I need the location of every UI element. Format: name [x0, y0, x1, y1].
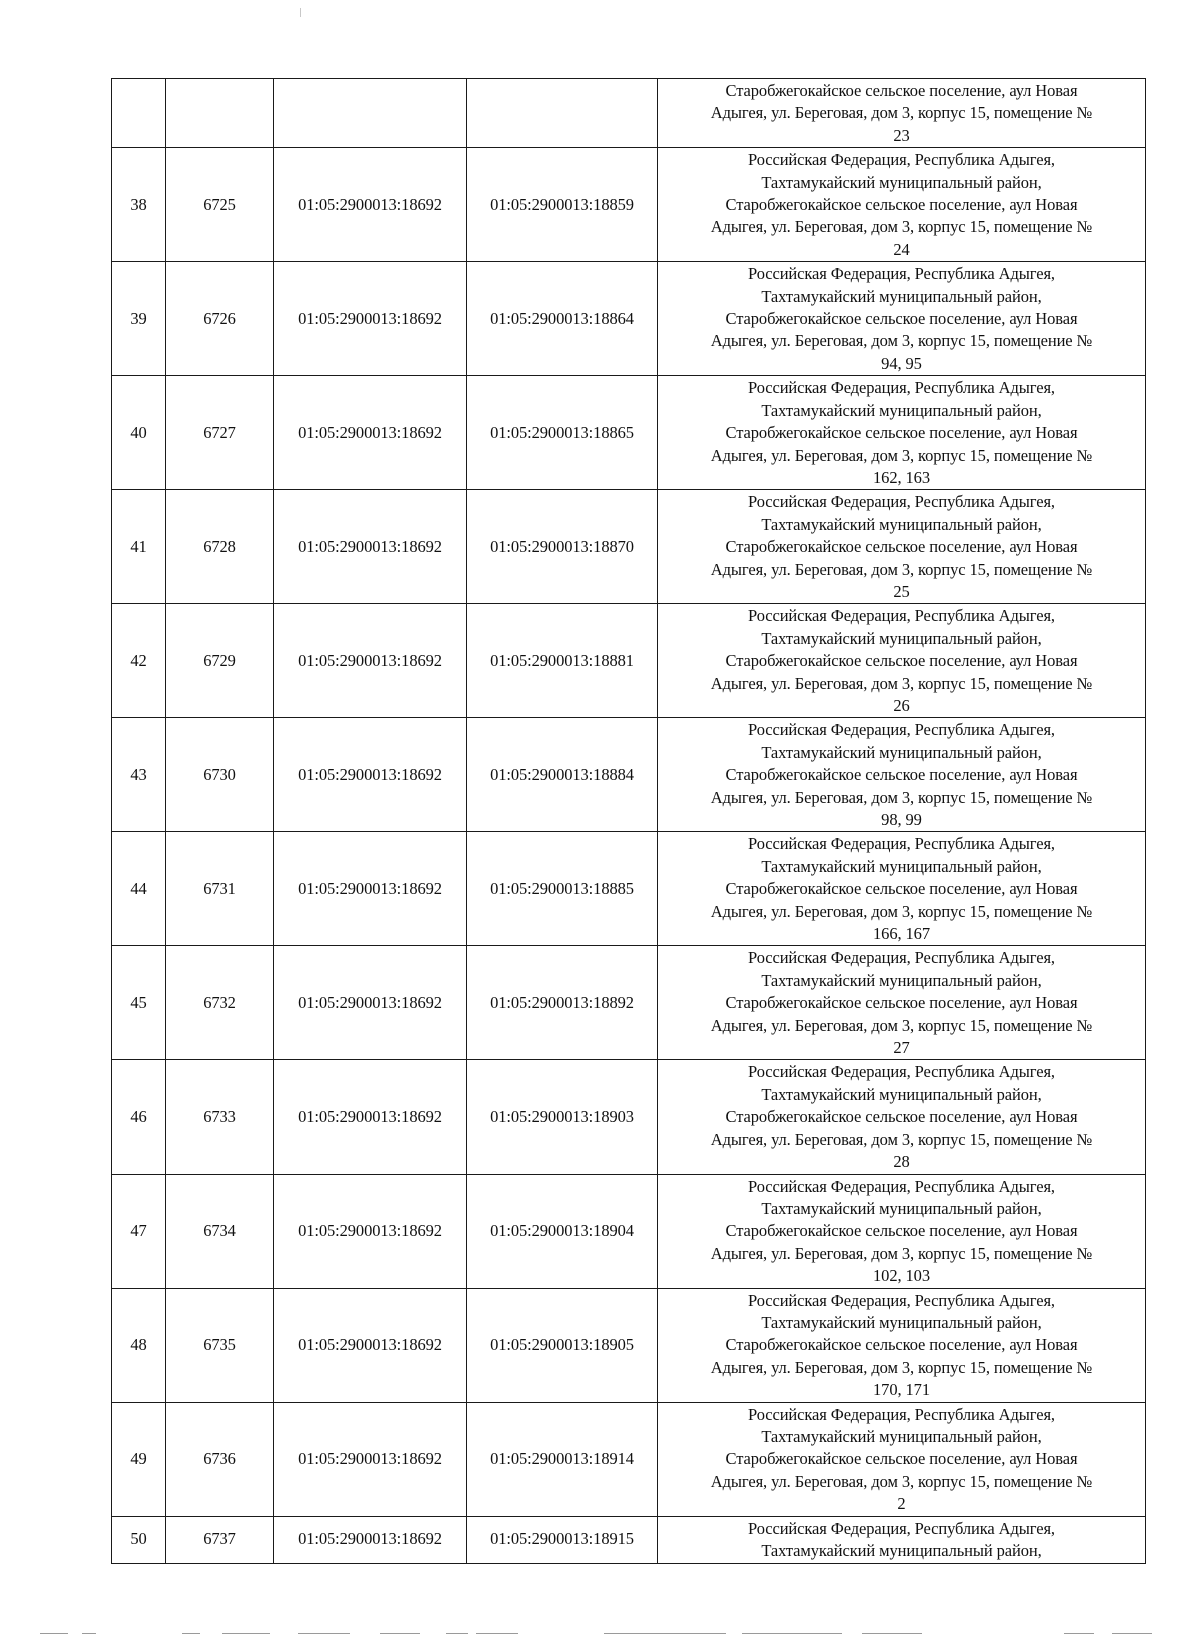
cell-row-number: 41 — [112, 490, 166, 604]
cell-parent-cadastral-number: 01:05:2900013:18692 — [274, 1288, 467, 1402]
cell-code: 6726 — [166, 262, 274, 376]
cell-object-cadastral-number: 01:05:2900013:18870 — [467, 490, 658, 604]
cell-code — [166, 79, 274, 148]
cell-address: Российская Федерация, Республика Адыгея, Тахтамукайский муниципальный район, Старобжегокайское сельское поселение, аул Новая Адыгея, ул. Береговая, дом 3, корпус 15, помещение № 162, 163 — [658, 376, 1146, 490]
table-row — [112, 1174, 1146, 1288]
cell-parent-cadastral-number: 01:05:2900013:18692 — [274, 1060, 467, 1174]
cell-code: 6735 — [166, 1288, 274, 1402]
scan-footer-dashes — [0, 1633, 1200, 1637]
table-row — [112, 148, 1146, 262]
cell-code: 6737 — [166, 1516, 274, 1563]
cell-row-number: 46 — [112, 1060, 166, 1174]
cell-object-cadastral-number: 01:05:2900013:18905 — [467, 1288, 658, 1402]
cell-code: 6730 — [166, 718, 274, 832]
cell-code: 6732 — [166, 946, 274, 1060]
cell-row-number: 40 — [112, 376, 166, 490]
cell-row-number: 48 — [112, 1288, 166, 1402]
cell-address: Российская Федерация, Республика Адыгея, Тахтамукайский муниципальный район, Старобжегокайское сельское поселение, аул Новая Адыгея, ул. Береговая, дом 3, корпус 15, помещение № 94, 95 — [658, 262, 1146, 376]
cell-parent-cadastral-number: 01:05:2900013:18692 — [274, 376, 467, 490]
cell-object-cadastral-number — [467, 79, 658, 148]
cell-parent-cadastral-number: 01:05:2900013:18692 — [274, 148, 467, 262]
cell-address: Российская Федерация, Республика Адыгея, Тахтамукайский муниципальный район, Старобжегокайское сельское поселение, аул Новая Адыгея, ул. Береговая, дом 3, корпус 15, помещение № 170, 171 — [658, 1288, 1146, 1402]
cell-parent-cadastral-number: 01:05:2900013:18692 — [274, 1174, 467, 1288]
table-row — [112, 604, 1146, 718]
cell-object-cadastral-number: 01:05:2900013:18914 — [467, 1402, 658, 1516]
table-row — [112, 946, 1146, 1060]
cell-row-number: 39 — [112, 262, 166, 376]
cell-parent-cadastral-number: 01:05:2900013:18692 — [274, 718, 467, 832]
cell-parent-cadastral-number: 01:05:2900013:18692 — [274, 490, 467, 604]
land-plots-table — [111, 78, 1146, 1564]
table-row — [112, 832, 1146, 946]
cell-object-cadastral-number: 01:05:2900013:18885 — [467, 832, 658, 946]
cell-code: 6725 — [166, 148, 274, 262]
cell-object-cadastral-number: 01:05:2900013:18904 — [467, 1174, 658, 1288]
table-row — [112, 490, 1146, 604]
cell-address: Российская Федерация, Республика Адыгея, Тахтамукайский муниципальный район, Старобжегокайское сельское поселение, аул Новая Адыгея, ул. Береговая, дом 3, корпус 15, помещение № 2 — [658, 1402, 1146, 1516]
cell-code: 6729 — [166, 604, 274, 718]
cell-object-cadastral-number: 01:05:2900013:18865 — [467, 376, 658, 490]
cell-address: Российская Федерация, Республика Адыгея, Тахтамукайский муниципальный район, Старобжегокайское сельское поселение, аул Новая Адыгея, ул. Береговая, дом 3, корпус 15, помещение № 25 — [658, 490, 1146, 604]
table-row — [112, 79, 1146, 148]
cell-address: Российская Федерация, Республика Адыгея, Тахтамукайский муниципальный район, Старобжегокайское сельское поселение, аул Новая Адыгея, ул. Береговая, дом 3, корпус 15, помещение № 27 — [658, 946, 1146, 1060]
cell-parent-cadastral-number: 01:05:2900013:18692 — [274, 262, 467, 376]
cell-address: Российская Федерация, Республика Адыгея, Тахтамукайский муниципальный район, Старобжегокайское сельское поселение, аул Новая Адыгея, ул. Береговая, дом 3, корпус 15, помещение № 24 — [658, 148, 1146, 262]
cell-row-number: 49 — [112, 1402, 166, 1516]
cell-parent-cadastral-number: 01:05:2900013:18692 — [274, 832, 467, 946]
table-row — [112, 1060, 1146, 1174]
cell-row-number: 43 — [112, 718, 166, 832]
cell-object-cadastral-number: 01:05:2900013:18884 — [467, 718, 658, 832]
cell-code: 6734 — [166, 1174, 274, 1288]
cell-row-number: 44 — [112, 832, 166, 946]
table-row — [112, 1402, 1146, 1516]
table-row — [112, 262, 1146, 376]
cell-object-cadastral-number: 01:05:2900013:18864 — [467, 262, 658, 376]
cell-code: 6728 — [166, 490, 274, 604]
cell-parent-cadastral-number: 01:05:2900013:18692 — [274, 604, 467, 718]
cell-code: 6736 — [166, 1402, 274, 1516]
table-row — [112, 376, 1146, 490]
cell-object-cadastral-number: 01:05:2900013:18915 — [467, 1516, 658, 1563]
cell-object-cadastral-number: 01:05:2900013:18859 — [467, 148, 658, 262]
cell-parent-cadastral-number — [274, 79, 467, 148]
table-row — [112, 1516, 1146, 1563]
cell-parent-cadastral-number: 01:05:2900013:18692 — [274, 1402, 467, 1516]
cell-parent-cadastral-number: 01:05:2900013:18692 — [274, 1516, 467, 1563]
cell-address: Российская Федерация, Республика Адыгея, Тахтамукайский муниципальный район, Старобжегокайское сельское поселение, аул Новая Адыгея, ул. Береговая, дом 3, корпус 15, помещение № 166, 167 — [658, 832, 1146, 946]
cell-address: Старобжегокайское сельское поселение, аул Новая Адыгея, ул. Береговая, дом 3, корпус 15, помещение № 23 — [658, 79, 1146, 148]
cell-address: Российская Федерация, Республика Адыгея, Тахтамукайский муниципальный район, Старобжегокайское сельское поселение, аул Новая Адыгея, ул. Береговая, дом 3, корпус 15, помещение № 26 — [658, 604, 1146, 718]
cell-code: 6727 — [166, 376, 274, 490]
cell-object-cadastral-number: 01:05:2900013:18892 — [467, 946, 658, 1060]
cell-address: Российская Федерация, Республика Адыгея, Тахтамукайский муниципальный район, Старобжегокайское сельское поселение, аул Новая Адыгея, ул. Береговая, дом 3, корпус 15, помещение № 98, 99 — [658, 718, 1146, 832]
table-row — [112, 718, 1146, 832]
cell-object-cadastral-number: 01:05:2900013:18881 — [467, 604, 658, 718]
cell-address: Российская Федерация, Республика Адыгея, Тахтамукайский муниципальный район, — [658, 1516, 1146, 1563]
cell-row-number: 47 — [112, 1174, 166, 1288]
cell-object-cadastral-number: 01:05:2900013:18903 — [467, 1060, 658, 1174]
table-row — [112, 1288, 1146, 1402]
cell-address: Российская Федерация, Республика Адыгея, Тахтамукайский муниципальный район, Старобжегокайское сельское поселение, аул Новая Адыгея, ул. Береговая, дом 3, корпус 15, помещение № 102, 103 — [658, 1174, 1146, 1288]
cell-code: 6731 — [166, 832, 274, 946]
scan-artifact-mark — [300, 8, 301, 17]
cell-row-number: 38 — [112, 148, 166, 262]
cell-row-number: 50 — [112, 1516, 166, 1563]
cell-parent-cadastral-number: 01:05:2900013:18692 — [274, 946, 467, 1060]
table-body — [112, 79, 1146, 1564]
cell-row-number: 45 — [112, 946, 166, 1060]
cell-row-number — [112, 79, 166, 148]
cell-code: 6733 — [166, 1060, 274, 1174]
cell-row-number: 42 — [112, 604, 166, 718]
cell-address: Российская Федерация, Республика Адыгея, Тахтамукайский муниципальный район, Старобжегокайское сельское поселение, аул Новая Адыгея, ул. Береговая, дом 3, корпус 15, помещение № 28 — [658, 1060, 1146, 1174]
